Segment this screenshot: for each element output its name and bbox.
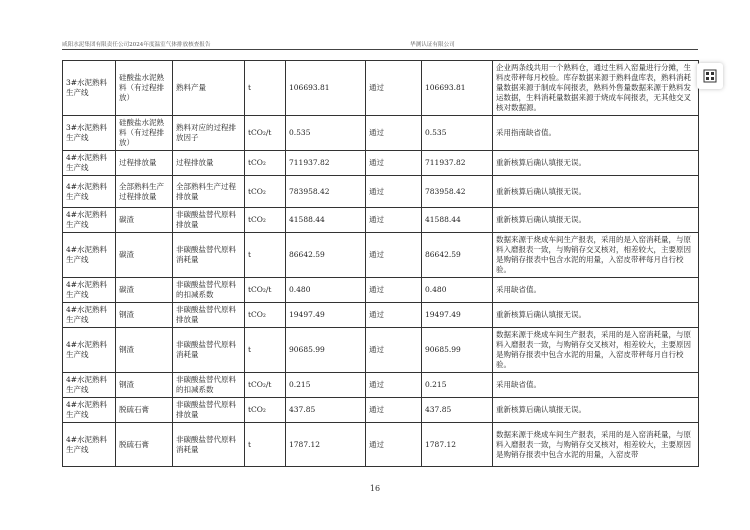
cell-remark: 企业两条线共用一个熟料仓，通过生料入窑量进行分摊，生料皮带秤每月校验。库存数据来源于熟料盘库表，熟料消耗量数据来源于制成车间报表，熟料外售量数据来源于熟料发运数据，生料消耗量数据来源于烧成车间报表，无其他交叉核对数据源。 xyxy=(493,61,699,116)
cell-unit: tCO₂/t xyxy=(245,116,286,151)
cell-verified: 711937.82 xyxy=(422,151,493,176)
header-divider xyxy=(62,49,698,50)
cell-parameter: 熟料对应的过程排放因子 xyxy=(173,116,245,151)
cell-source: 硅酸盐水泥熟料（有过程排放） xyxy=(116,116,173,151)
cell-result: 通过 xyxy=(366,116,422,151)
cell-remark: 重新核算后确认填报无误。 xyxy=(493,398,699,423)
cell-unit: tCO₂ xyxy=(245,176,286,208)
cell-source: 钢渣 xyxy=(116,328,173,373)
table-row xyxy=(63,176,699,208)
cell-line: 4#水泥熟料生产线 xyxy=(63,398,116,423)
cell-unit: tCO₂ xyxy=(245,398,286,423)
cell-parameter: 非碳酸盐替代原料消耗量 xyxy=(173,423,245,467)
cell-verified: 41588.44 xyxy=(422,208,493,233)
table-row xyxy=(63,233,699,278)
cell-line: 4#水泥熟料生产线 xyxy=(63,303,116,328)
cell-remark: 数据来源于烧成车间生产报表，采用的是入窑消耗量，与原料入磨报表一致，与购销存交叉核对，相差较大，主要原因是购销存报表中包含水泥的用量，入窑皮带秤每月自行校验。 xyxy=(493,233,699,278)
cell-result: 通过 xyxy=(366,208,422,233)
table-row xyxy=(63,423,699,467)
table-row xyxy=(63,278,699,303)
cell-remark: 数据来源于烧成车间生产报表，采用的是入窑消耗量，与原料入磨报表一致，与购销存交叉核对，相差较大，主要原因是购销存报表中包含水泥的用量，入窑皮带秤每月自行校验。 xyxy=(493,328,699,373)
cell-remark: 数据来源于烧成车间生产报表，采用的是入窑消耗量，与原料入磨报表一致，与购销存交叉核对，相差较大，主要原因是购销存报表中包含水泥的用量，入窑皮带 xyxy=(493,423,699,467)
cell-reported: 41588.44 xyxy=(286,208,366,233)
header-company: 华测认证有限公司 xyxy=(410,42,455,48)
cell-parameter: 非碳酸盐替代原料消耗量 xyxy=(173,328,245,373)
cell-parameter: 非碳酸盐替代原料排放量 xyxy=(173,398,245,423)
cell-line: 4#水泥熟料生产线 xyxy=(63,278,116,303)
table-row xyxy=(63,208,699,233)
cell-line: 4#水泥熟料生产线 xyxy=(63,176,116,208)
cell-line: 4#水泥熟料生产线 xyxy=(63,328,116,373)
table-row xyxy=(63,303,699,328)
side-tool-button[interactable] xyxy=(697,63,723,89)
cell-reported: 106693.81 xyxy=(286,61,366,116)
cell-result: 通过 xyxy=(366,278,422,303)
cell-reported: 90685.99 xyxy=(286,328,366,373)
cell-source: 脱硫石膏 xyxy=(116,423,173,467)
cell-line: 4#水泥熟料生产线 xyxy=(63,208,116,233)
cell-verified: 0.480 xyxy=(422,278,493,303)
cell-remark: 重新核算后确认填报无误。 xyxy=(493,208,699,233)
cell-parameter: 非碳酸盐替代原料的扣减系数 xyxy=(173,278,245,303)
cell-line: 4#水泥熟料生产线 xyxy=(63,233,116,278)
header-report-title: 咸阳水泥集团有限责任公司2024年度温室气体排放核查报告 xyxy=(62,42,211,48)
table-row xyxy=(63,61,699,116)
cell-unit: t xyxy=(245,233,286,278)
cell-verified: 0.535 xyxy=(422,116,493,151)
cell-remark: 采用缺省值。 xyxy=(493,373,699,398)
cell-line: 3#水泥熟料生产线 xyxy=(63,116,116,151)
table-row xyxy=(63,328,699,373)
table-row xyxy=(63,398,699,423)
cell-source: 硅酸盐水泥熟料（有过程排放） xyxy=(116,61,173,116)
table-row xyxy=(63,116,699,151)
cell-reported: 0.480 xyxy=(286,278,366,303)
cell-result: 通过 xyxy=(366,151,422,176)
cell-unit: tCO₂ xyxy=(245,208,286,233)
cell-verified: 437.85 xyxy=(422,398,493,423)
cell-line: 3#水泥熟料生产线 xyxy=(63,61,116,116)
cell-result: 通过 xyxy=(366,303,422,328)
cell-line: 4#水泥熟料生产线 xyxy=(63,373,116,398)
cell-result: 通过 xyxy=(366,373,422,398)
cell-source: 碳渣 xyxy=(116,208,173,233)
cell-parameter: 全部熟料生产过程排放量 xyxy=(173,176,245,208)
cell-source: 碳渣 xyxy=(116,278,173,303)
cell-unit: tCO₂ xyxy=(245,151,286,176)
page-header xyxy=(62,40,698,52)
cell-unit: t xyxy=(245,423,286,467)
cell-reported: 0.215 xyxy=(286,373,366,398)
cell-result: 通过 xyxy=(366,328,422,373)
table-row xyxy=(63,373,699,398)
cell-reported: 1787.12 xyxy=(286,423,366,467)
cell-unit: t xyxy=(245,61,286,116)
cell-reported: 86642.59 xyxy=(286,233,366,278)
cell-verified: 90685.99 xyxy=(422,328,493,373)
cell-reported: 783958.42 xyxy=(286,176,366,208)
cell-result: 通过 xyxy=(366,398,422,423)
cell-result: 通过 xyxy=(366,423,422,467)
cell-unit: tCO₂/t xyxy=(245,278,286,303)
cell-result: 通过 xyxy=(366,61,422,116)
cell-result: 通过 xyxy=(366,233,422,278)
cell-verified: 1787.12 xyxy=(422,423,493,467)
cell-unit: tCO₂ xyxy=(245,303,286,328)
cell-parameter: 非碳酸盐替代原料排放量 xyxy=(173,303,245,328)
cell-remark: 重新核算后确认填报无误。 xyxy=(493,151,699,176)
verification-table xyxy=(62,60,699,467)
cell-parameter: 非碳酸盐替代原料的扣减系数 xyxy=(173,373,245,398)
cell-remark: 采用指南缺省值。 xyxy=(493,116,699,151)
cell-verified: 0.215 xyxy=(422,373,493,398)
page-number: 16 xyxy=(369,484,381,493)
table-row xyxy=(63,151,699,176)
cell-source: 碳渣 xyxy=(116,233,173,278)
cell-source: 脱硫石膏 xyxy=(116,398,173,423)
cell-source: 过程排放量 xyxy=(116,151,173,176)
cell-parameter: 过程排放量 xyxy=(173,151,245,176)
cell-unit: t xyxy=(245,328,286,373)
cell-verified: 86642.59 xyxy=(422,233,493,278)
cell-reported: 0.535 xyxy=(286,116,366,151)
cell-reported: 437.85 xyxy=(286,398,366,423)
cell-reported: 19497.49 xyxy=(286,303,366,328)
cell-remark: 采用缺省值。 xyxy=(493,278,699,303)
cell-line: 4#水泥熟料生产线 xyxy=(63,151,116,176)
cell-parameter: 非碳酸盐替代原料排放量 xyxy=(173,208,245,233)
qr-grid-icon xyxy=(703,69,717,83)
cell-source: 全部熟料生产过程排放量 xyxy=(116,176,173,208)
cell-result: 通过 xyxy=(366,176,422,208)
cell-remark: 重新核算后确认填报无误。 xyxy=(493,176,699,208)
cell-verified: 106693.81 xyxy=(422,61,493,116)
cell-source: 钢渣 xyxy=(116,303,173,328)
cell-verified: 19497.49 xyxy=(422,303,493,328)
cell-source: 钢渣 xyxy=(116,373,173,398)
cell-line: 4#水泥熟料生产线 xyxy=(63,423,116,467)
cell-reported: 711937.82 xyxy=(286,151,366,176)
cell-unit: tCO₂/t xyxy=(245,373,286,398)
cell-verified: 783958.42 xyxy=(422,176,493,208)
cell-parameter: 非碳酸盐替代原料消耗量 xyxy=(173,233,245,278)
cell-parameter: 熟料产量 xyxy=(173,61,245,116)
cell-remark: 重新核算后确认填报无误。 xyxy=(493,303,699,328)
